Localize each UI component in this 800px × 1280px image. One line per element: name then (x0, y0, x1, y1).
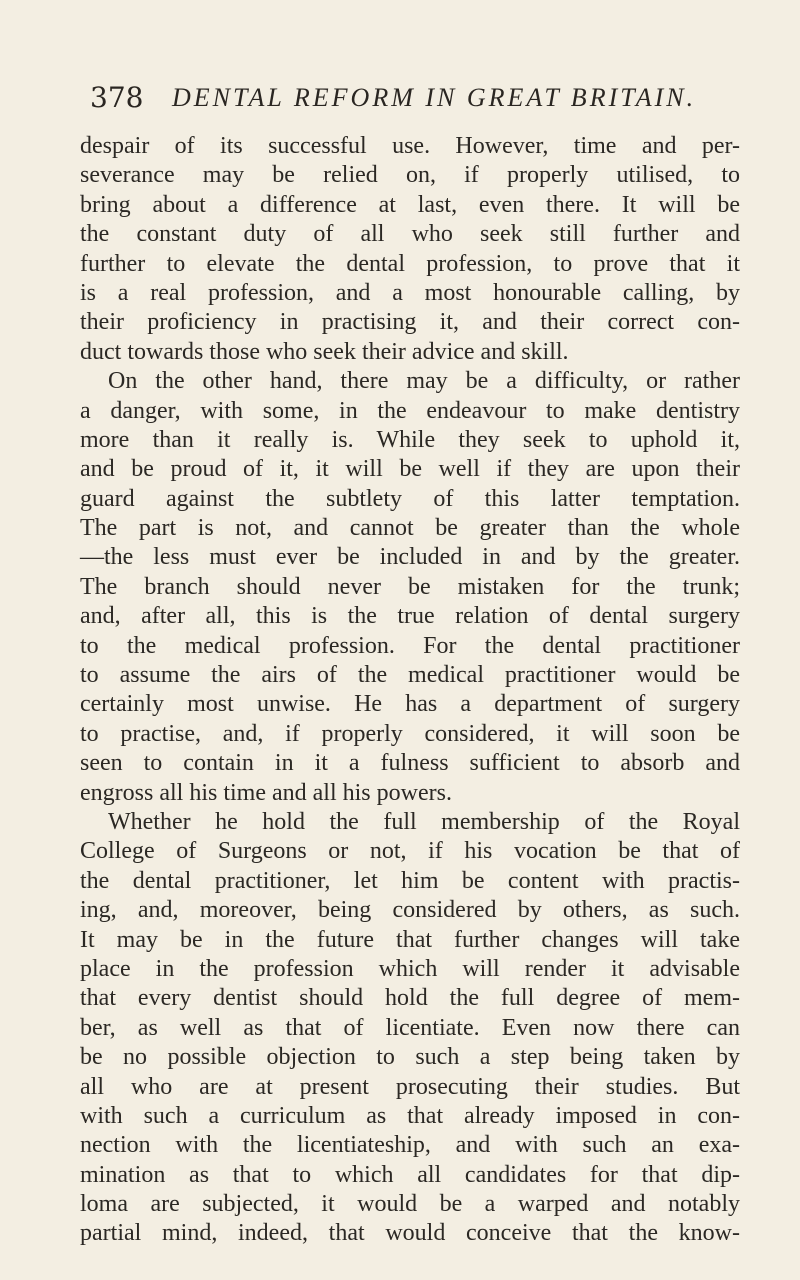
page-header (90, 78, 730, 118)
text-line: guard against the subtlety of this latter temptation. (80, 485, 740, 512)
text-line: partial mind, indeed, that would conceive that the know- (80, 1220, 740, 1247)
page-number: 378 (90, 81, 144, 114)
text-line: all who are at present prosecuting their studies. But (80, 1073, 740, 1100)
text-line: to assume the airs of the medical practitioner would be (80, 662, 740, 689)
text-line: be no possible objection to such a step being taken by (80, 1044, 740, 1071)
text-line: The branch should never be mistaken for the trunk; (80, 573, 740, 600)
text-line: further to elevate the dental profession, to prove that it (80, 250, 740, 277)
text-line: that every dentist should hold the full degree of mem- (80, 985, 740, 1012)
text-line: a danger, with some, in the endeavour to make dentistry (80, 397, 740, 424)
text-line: severance may be relied on, if properly utilised, to (80, 162, 740, 189)
text-line: The part is not, and cannot be greater than the whole (80, 515, 740, 542)
text-line: the constant duty of all who seek still further and (80, 221, 740, 248)
text-line: —the less must ever be included in and by the greater. (80, 544, 740, 571)
text-line: is a real profession, and a most honourable calling, by (80, 279, 740, 306)
text-line: and, after all, this is the true relation of dental surgery (80, 603, 740, 630)
text-line: duct towards those who seek their advice and skill. (80, 338, 569, 365)
text-line: their proficiency in practising it, and their correct con- (80, 309, 740, 336)
text-line: College of Surgeons or not, if his vocation be that of (80, 838, 740, 865)
text-line: Whether he hold the full membership of the Royal (108, 808, 740, 835)
running-head: DENTAL REFORM IN GREAT BRITAIN. (172, 83, 697, 112)
text-line: despair of its successful use. However, time and per- (80, 133, 740, 159)
body-text (80, 132, 740, 1249)
text-line: and be proud of it, it will be well if they are upon their (80, 456, 740, 483)
text-line: ing, and, moreover, being considered by others, as such. (80, 897, 740, 924)
text-line: nection with the licentiateship, and with such an exa- (80, 1132, 740, 1159)
text-line: On the other hand, there may be a difficulty, or rather (108, 368, 740, 395)
text-line: to practise, and, if properly considered, it will soon be (80, 720, 740, 747)
text-line: mination as that to which all candidates for that dip- (80, 1161, 740, 1188)
text-line: It may be in the future that further changes will take (80, 926, 740, 953)
text-line: ber, as well as that of licentiate. Even now there can (80, 1014, 740, 1041)
text-line: the dental practitioner, let him be content with practis- (80, 867, 740, 894)
text-line: place in the profession which will render it advisable (80, 955, 740, 982)
text-line: with such a curriculum as that already imposed in con- (80, 1102, 740, 1129)
text-line: to the medical profession. For the dental practitioner (80, 632, 740, 659)
text-line: certainly most unwise. He has a department of surgery (80, 691, 740, 718)
text-line: seen to contain in it a fulness sufficient to absorb and (80, 750, 740, 777)
text-line: bring about a difference at last, even there. It will be (80, 191, 740, 218)
text-line: engross all his time and all his powers. (80, 779, 452, 806)
text-line: loma are subjected, it would be a warped and notably (80, 1191, 740, 1218)
text-line: more than it really is. While they seek to uphold it, (80, 426, 740, 453)
